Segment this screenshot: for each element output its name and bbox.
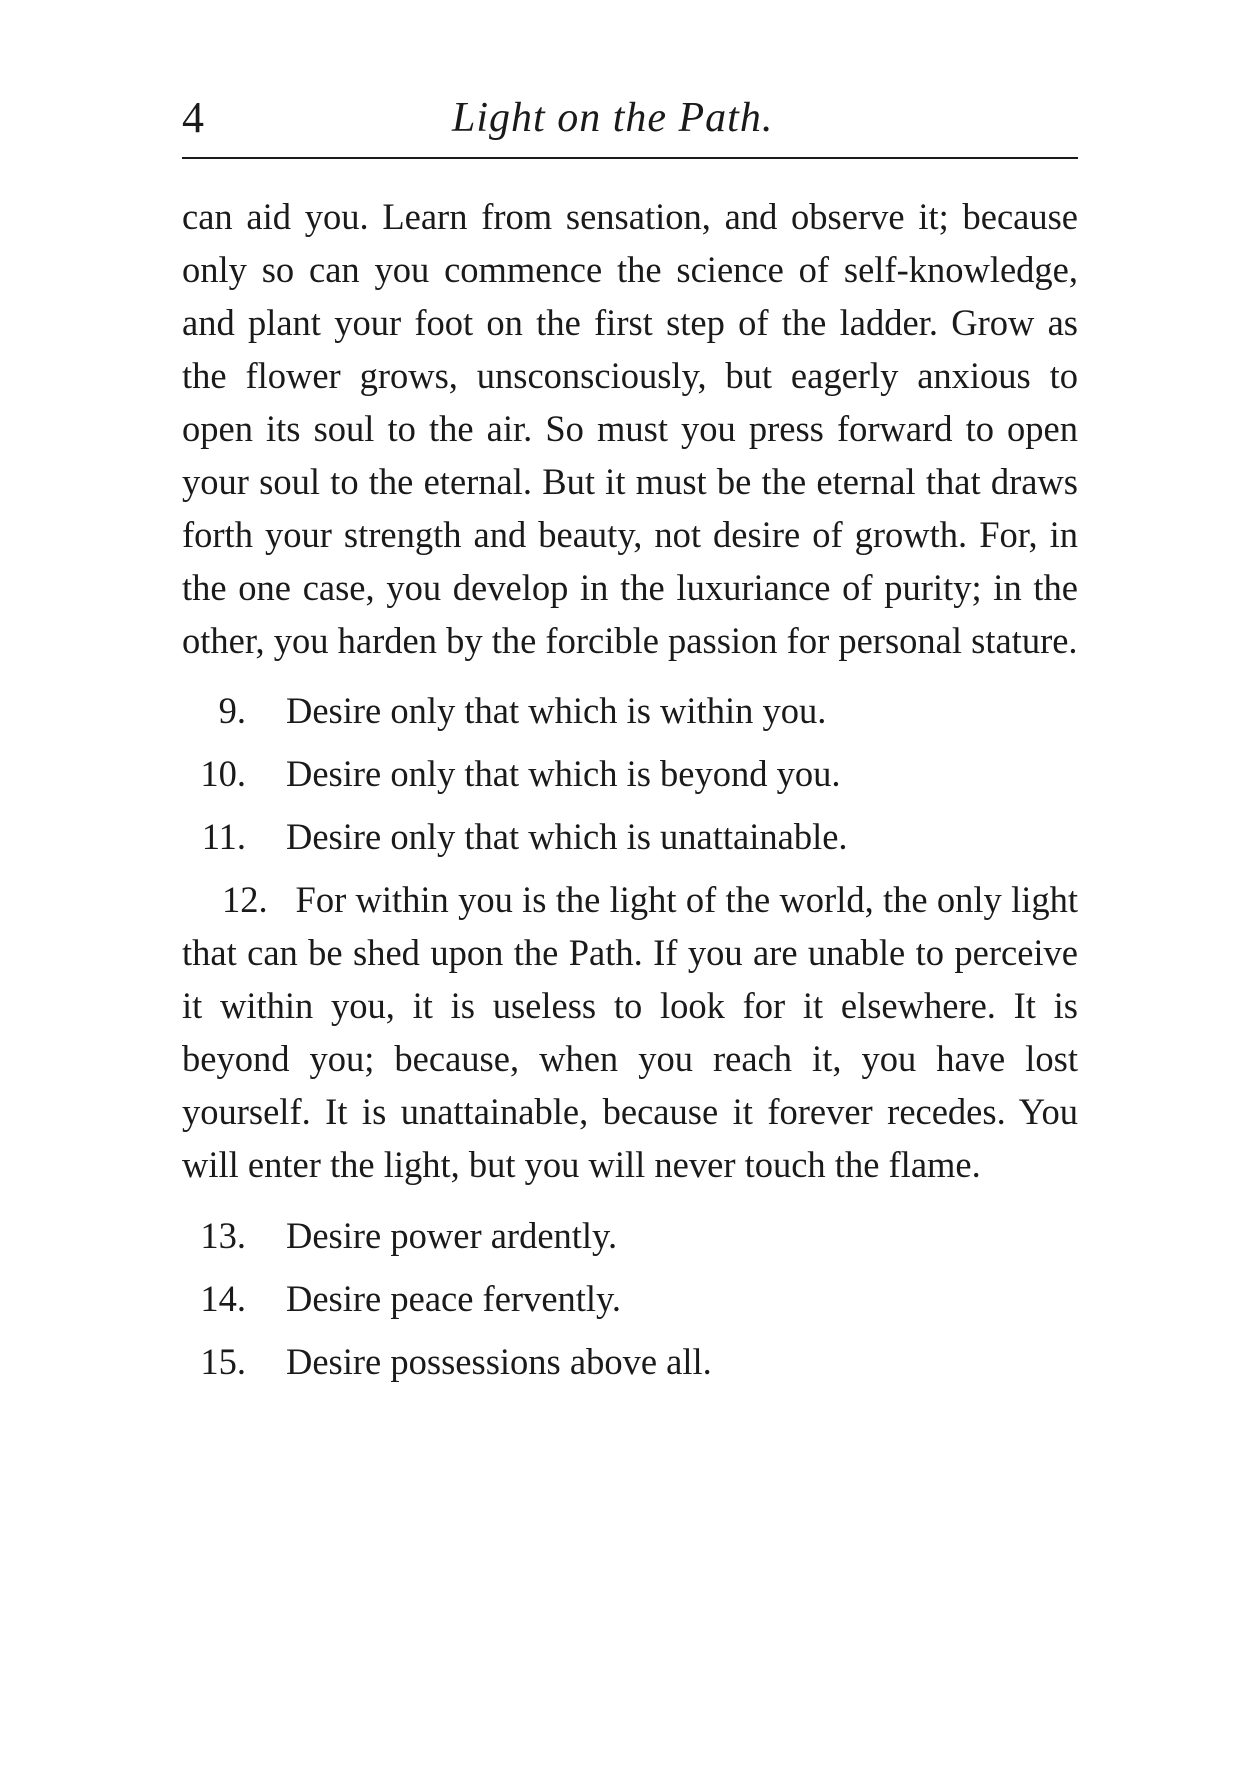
rule-number: 14. [200,1278,246,1319]
rule-item-10 [182,747,1078,800]
rule-number: 10. [200,753,246,794]
page-number: 4 [182,93,204,142]
header-rule [182,157,1078,159]
rule-text: Desire only that which is beyond you. [286,753,841,794]
rule-text: Desire power ardently. [286,1215,618,1256]
rule-item-12 [182,873,1078,1191]
rule-item-13 [182,1209,1078,1262]
rule-item-9 [182,684,1078,737]
running-title: Light on the Path. [452,95,774,141]
rule-number: 13. [200,1215,246,1256]
paragraph-continuation: can aid you. Learn from sensation, and observe it; because only so can you commence the science of self-knowledge, and plant your foot on the first step of the ladder. Grow as the flower grows, unsconsciously, but eagerly anxious to open its soul to the air. So must you press forward to open your soul to the eternal. But it must be the eternal that draws forth your strength and beauty, not desire of growth. For, in the one case, you develop in the luxuriance of purity; in the other, you harden by the forcible passion for personal stature. [182,196,1078,661]
rule-text: Desire possessions above all. [286,1341,712,1382]
rule-text: For within you is the light of the world, the only light that can be shed upon the Path. If you are unable to perceive it within you, it is useless to look for it elsewhere. It is beyond you; because, when you reach it, you have lost yourself. It is unattainable, because it forever recedes. You will enter the light, but you will never touch the flame. [182,879,1079,1185]
rule-text: Desire only that which is within you. [286,690,827,731]
rule-number: 15. [200,1341,246,1382]
rule-item-14 [182,1272,1078,1325]
rule-number: 9. [218,690,246,731]
rule-number: 11. [201,816,246,857]
page-header [182,88,1078,148]
rule-text: Desire only that which is unattainable. [286,816,848,857]
rule-item-11 [182,810,1078,863]
body-text [182,190,1078,1388]
rule-text: Desire peace fervently. [286,1278,622,1319]
rule-number: 12. [222,879,268,920]
rule-item-15 [182,1335,1078,1388]
